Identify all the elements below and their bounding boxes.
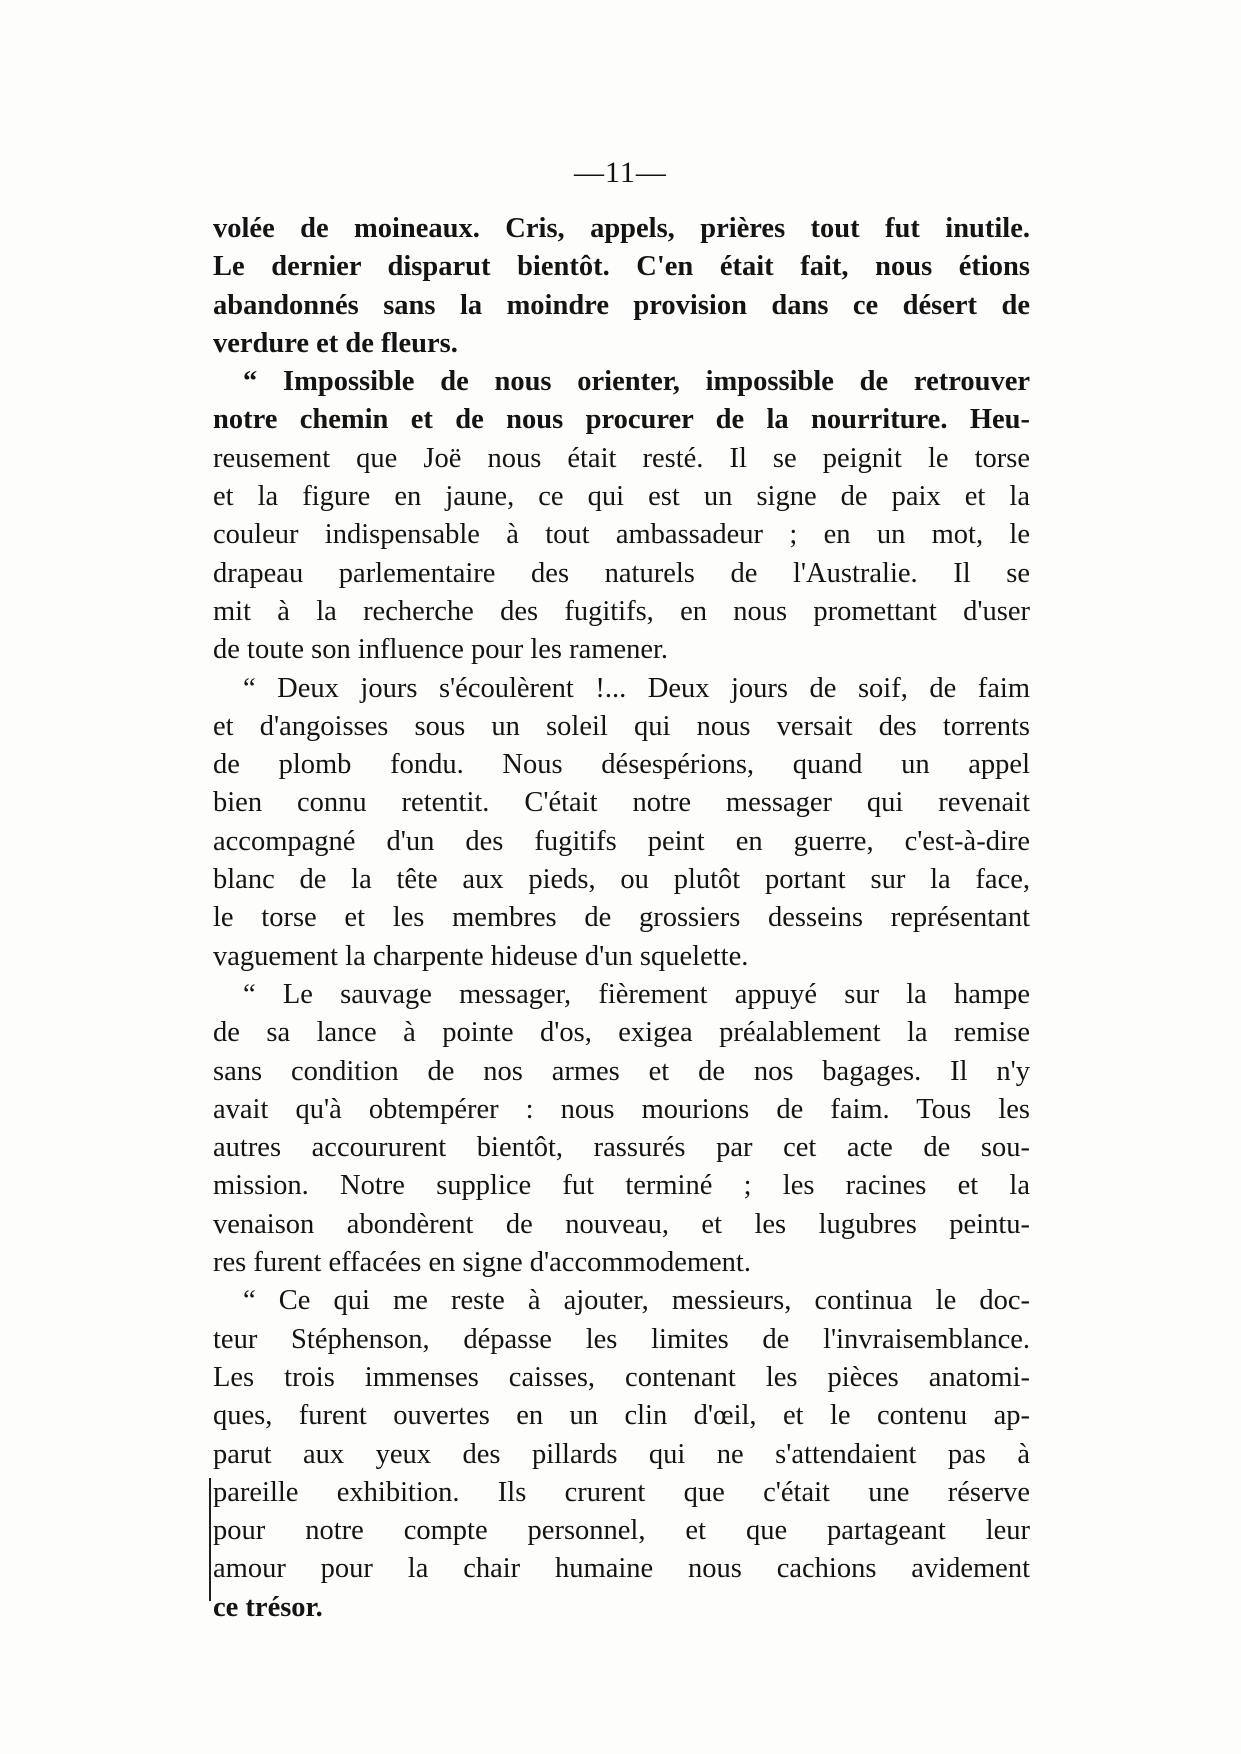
- text-line: de sa lance à pointe d'os, exigea préalablement la remise: [213, 1017, 1030, 1049]
- text-line: Le dernier disparut bientôt. C'en était fait, nous étions: [213, 251, 1030, 283]
- text-line: et d'angoisses sous un soleil qui nous versait des torrents: [213, 710, 1030, 742]
- margin-scan-line: [209, 1478, 211, 1601]
- text-line: blanc de la tête aux pieds, ou plutôt portant sur la face,: [213, 864, 1030, 896]
- text-line: res furent effacées en signe d'accommodement.: [213, 1247, 751, 1279]
- text-line: ce trésor.: [213, 1591, 323, 1623]
- text-line: teur Stéphenson, dépasse les limites de l'invraisemblance.: [213, 1323, 1030, 1355]
- text-line: parut aux yeux des pillards qui ne s'attendaient pas à: [213, 1438, 1030, 1470]
- text-line: drapeau parlementaire des naturels de l'Australie. Il se: [213, 557, 1030, 589]
- text-line: “ Deux jours s'écoulèrent !... Deux jours de soif, de faim: [243, 672, 1030, 704]
- text-line: mission. Notre supplice fut terminé ; les racines et la: [213, 1170, 1030, 1202]
- page-number: —11—: [574, 156, 667, 189]
- text-line: de toute son influence pour les ramener.: [213, 634, 669, 666]
- text-line: Les trois immenses caisses, contenant les pièces anatomi-: [213, 1361, 1030, 1393]
- body-text: [213, 210, 1030, 1627]
- text-line: pareille exhibition. Ils crurent que c'était une réserve: [213, 1476, 1030, 1508]
- text-line: vaguement la charpente hideuse d'un squelette.: [213, 940, 749, 972]
- text-line: abandonnés sans la moindre provision dans ce désert de: [213, 289, 1030, 321]
- text-line: notre chemin et de nous procurer de la nourriture. Heu-: [213, 404, 1030, 436]
- text-line: verdure et de fleurs.: [213, 327, 458, 359]
- text-line: couleur indispensable à tout ambassadeur ; en un mot, le: [213, 519, 1030, 551]
- text-line: volée de moineaux. Cris, appels, prières tout fut inutile.: [213, 213, 1030, 244]
- text-line: sans condition de nos armes et de nos bagages. Il n'y: [213, 1055, 1030, 1087]
- text-line: venaison abondèrent de nouveau, et les lugubres peintu-: [213, 1208, 1030, 1240]
- text-line: et la figure en jaune, ce qui est un signe de paix et la: [213, 481, 1030, 513]
- text-line: le torse et les membres de grossiers desseins représentant: [213, 902, 1030, 934]
- text-line: amour pour la chair humaine nous cachions avidement: [213, 1553, 1030, 1585]
- text-line: “ Impossible de nous orienter, impossible de retrouver: [243, 366, 1030, 398]
- text-line: avait qu'à obtempérer : nous mourions de faim. Tous les: [213, 1093, 1030, 1125]
- text-line: accompagné d'un des fugitifs peint en guerre, c'est-à-dire: [213, 825, 1030, 857]
- text-line: “ Ce qui me reste à ajouter, messieurs, continua le doc-: [243, 1285, 1030, 1317]
- text-line: pour notre compte personnel, et que partageant leur: [213, 1515, 1030, 1547]
- text-line: “ Le sauvage messager, fièrement appuyé sur la hampe: [243, 978, 1030, 1010]
- text-line: reusement que Joë nous était resté. Il se peignit le torse: [213, 442, 1030, 474]
- text-line: de plomb fondu. Nous désespérions, quand un appel: [213, 749, 1030, 781]
- text-line: autres accoururent bientôt, rassurés par cet acte de sou-: [213, 1132, 1030, 1164]
- text-line: bien connu retentit. C'était notre messager qui revenait: [213, 787, 1030, 819]
- text-line: ques, furent ouvertes en un clin d'œil, et le contenu ap-: [213, 1400, 1030, 1432]
- text-line: mit à la recherche des fugitifs, en nous promettant d'user: [213, 595, 1030, 627]
